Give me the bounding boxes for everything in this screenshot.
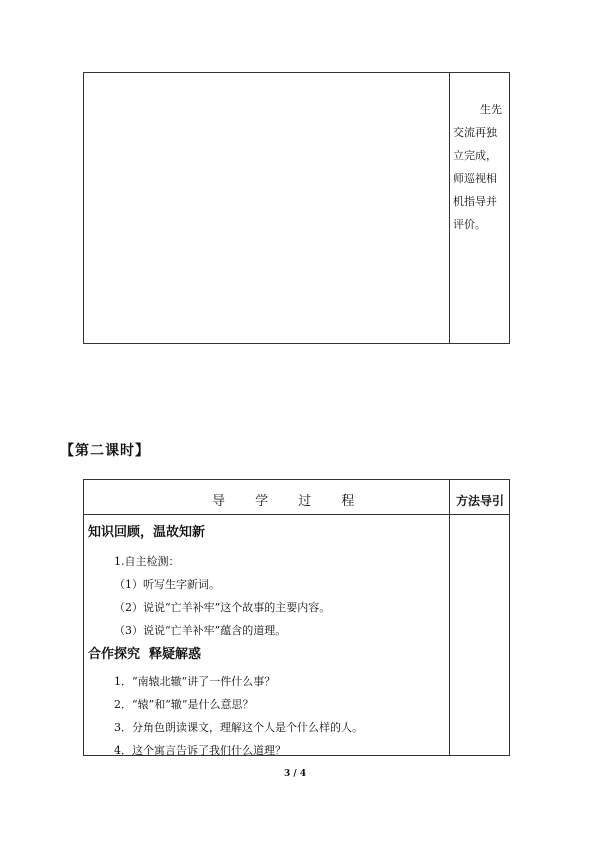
lesson-table-header-rule bbox=[83, 514, 510, 515]
header-guided-process: 导 学 过 程 bbox=[212, 494, 359, 509]
part2-title: 合作探究 释疑解惑 bbox=[88, 647, 202, 662]
part2-item: 1．“南辕北辙”讲了一件什么事？ bbox=[114, 675, 276, 688]
method-note-line: 机指导并 bbox=[453, 195, 497, 208]
part2-item: 4．这个寓言告诉了我们什么道理？ bbox=[114, 744, 286, 757]
part1-title: 知识回顾，温故知新 bbox=[88, 525, 206, 540]
method-note-line: 师巡视相 bbox=[453, 172, 497, 185]
method-note-line: 评价。 bbox=[453, 218, 486, 231]
lesson-table-divider bbox=[449, 479, 450, 756]
part2-item: 3．分角色朗读课文，理解这个人是个什么样的人。 bbox=[114, 721, 363, 734]
part2-item: 2．“辕”和“辙”是什么意思？ bbox=[114, 698, 254, 711]
section-heading: 【第二课时】 bbox=[60, 443, 150, 459]
part1-intro: 1.自主检测： bbox=[114, 555, 180, 568]
top-table-divider bbox=[449, 72, 450, 344]
part1-item: （1）听写生字新词。 bbox=[114, 578, 220, 591]
method-note-line: 交流再独 bbox=[453, 126, 497, 139]
method-note-line: 立完成， bbox=[453, 149, 497, 162]
part1-item: （3）说说“亡羊补牢”蕴含的道理。 bbox=[114, 624, 287, 637]
header-method-guide: 方法导引 bbox=[456, 494, 505, 508]
method-note-line: 生先 bbox=[480, 103, 502, 116]
page-number: 3 / 4 bbox=[284, 769, 307, 779]
method-note bbox=[453, 98, 509, 236]
part1-item: （2）说说“亡羊补牢”这个故事的主要内容。 bbox=[114, 601, 331, 614]
top-table bbox=[83, 72, 510, 344]
